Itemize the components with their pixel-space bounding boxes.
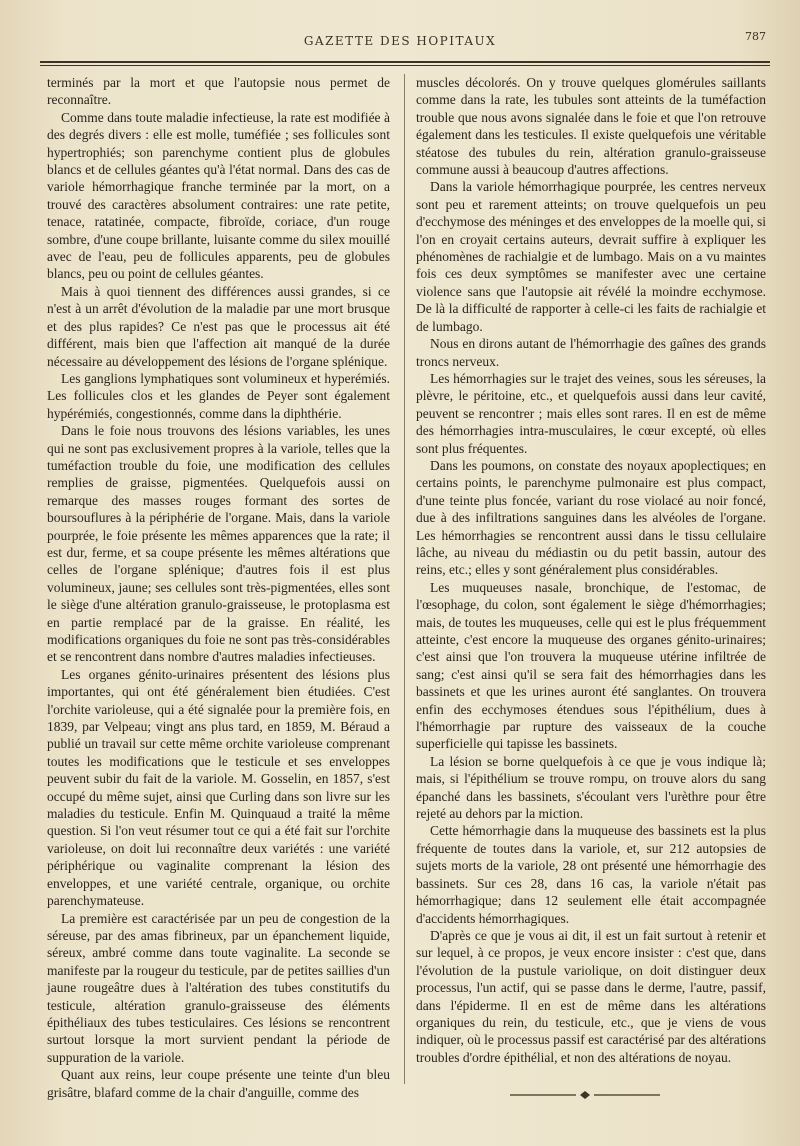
column-divider <box>404 74 405 1084</box>
paragraph: Cette hémorrhagie dans la muqueuse des bassinets est la plus fréquente de toutes dans la variole, et, sur 212 autopsies de sujets morts de la variole, 28 ont présenté une hémorrhagie des bassinets. Sur ces 28, dans 16 cas, la variole n'était pas hémorrhagique; dans 12 seulement elle était accompagnée d'accidents hémorrhagiques. <box>416 823 766 926</box>
paragraph: La lésion se borne quelquefois à ce que je vous indique là; mais, si l'épithélium se trouve rompu, on trouve alors du sang épanché dans les bassinets, s'écoulant vers l'urèthre pour être rejeté au dehors par la miction. <box>416 753 766 822</box>
header-rule-thin <box>40 65 770 66</box>
paragraph: Dans la variole hémorrhagique pourprée, les centres nerveux sont peu et rarement atteints; on trouve quelquefois un peu d'ecchymose des méninges et des enveloppes de la moelle qui, si l'on en croyait certains auteurs, devrait suffire à expliquer les phénomènes de rachialgie et de lumbago. Mais on a vu maintes fois ces deux symptômes se manifester avec une certaine violence sans que l'autopsie ait révélé la moindre ecchymose. De là la difficulté de rapporter à celle-ci les faits de rachialgie et de lumbago. <box>416 179 766 334</box>
section-end-ornament <box>510 1090 660 1100</box>
running-title: GAZETTE DES HOPITAUX <box>303 34 497 48</box>
right-column <box>416 74 766 1066</box>
paragraph: terminés par la mort et que l'autopsie nous permet de reconnaître. <box>47 75 390 108</box>
header-rule <box>40 61 770 63</box>
paragraph: Les organes génito-urinaires présentent des lésions plus importantes, qui ont été généralement bien étudiées. C'est l'orchite varioleuse, qui a été signalée pour la première fois, en 1839, par Velpeau; vingt ans plus tard, en 1859, M. Béraud a publié un travail sur cette même orchite varioleuse comprenant toutes les modifications que le testicule et ses enveloppes peuvent subir du fait de la variole. M. Gosselin, en 1857, s'est occupé du même sujet, ainsi que Curling dans son livre sur les maladies du testicule. Enfin M. Quinquaud a traité la même question. Si l'on veut résumer tout ce qui a été fait sur l'orchite varioleuse, on doit lui reconnaître deux variétés : une variété périphérique ou vaginalite comprenant la lésion des enveloppes, et une variété centrale, organique, ou orchite parenchymateuse. <box>47 666 390 909</box>
paragraph: Les hémorrhagies sur le trajet des veines, sous les séreuses, la plèvre, le péritoine, etc., et quelquefois aussi dans leur cavité, peuvent se rencontrer ; mais elles sont rares. Il en est de même des hémorrhagies intra-musculaires, le cœur excepté, où elles sont plus fréquentes. <box>416 370 766 456</box>
paragraph: Dans le foie nous trouvons des lésions variables, les unes qui ne sont pas exclusivement propres à la variole, telles que la tuméfaction trouble du foie, une modification des cellules remplies de graisse, pigmentées. Quelquefois aussi on remarque des masses rouges formant des sortes de boursouflures à la périphérie de l'organe. Mais, dans la variole pourprée, le foie présente les mêmes apparences que la rate; il est dur, ferme, et sa coupe présente les mêmes altérations que celles de l'organe splénique; d'autres fois il est plus volumineux, jaune; ses cellules sont très-pigmentées, elles sont le siège d'une altération granulo-graisseuse, le protoplasma est en partie remplacé par de la graisse. En réalité, les modifications organiques du foie ne sont pas très-considérables et se rencontrent dans nombre d'autres maladies infectieuses. <box>47 423 390 665</box>
left-column <box>47 74 390 1101</box>
page-number: 787 <box>745 30 766 43</box>
paragraph: Dans les poumons, on constate des noyaux apoplectiques; en certains points, le parenchyme pulmonaire est plus compact, d'une teinte plus foncée, variant du rose violacé au noir foncé, due à des infiltrations sanguines dans les alvéoles de l'organe. Les hémorrhagies se rencontrent aussi dans le tissu cellulaire lâche, au niveau du médiastin ou du petit bassin, autour des reins, etc.; elles y sont généralement plus considérables. <box>416 457 766 578</box>
page-header <box>34 30 766 56</box>
paragraph: Mais à quoi tiennent des différences aussi grandes, si ce n'est à un arrêt d'évolution de la maladie par une mort brusque et des plus rapides? Ce n'est pas que le processus ait été différent, mais bien que l'affection ait manqué de la durée nécessaire au développement des lésions de l'organe splénique. <box>47 283 390 369</box>
paragraph: Nous en dirons autant de l'hémorrhagie des gaînes des grands troncs nerveux. <box>416 336 766 369</box>
paragraph: La première est caractérisée par un peu de congestion de la séreuse, par des amas fibrineux, par un épanchement liquide, séreux, ambré comme dans toute vaginalite. La seconde se manifeste par la rougeur du testicule, par de petites saillies d'un jaune rougeâtre dues à l'altération des tubes constitutifs du testicule, altération granulo-graisseuse des éléments épithéliaux des tubes testiculaires. Ces lésions se rencontrent surtout lorsque la mort survient pendant la période de suppuration de la variole. <box>47 910 390 1065</box>
paragraph: muscles décolorés. On y trouve quelques glomérules saillants comme dans la rate, les tubules sont atteints de la tuméfaction trouble que nous avons signalée dans le foie et que l'on retrouve également dans les testicules. Il existe quelquefois une véritable stéatose des tubules du rein, altération granulo-graisseuse commune aussi à beaucoup d'autres affections. <box>416 75 766 178</box>
paragraph: Quant aux reins, leur coupe présente une teinte d'un bleu grisâtre, blafard comme de la chair d'anguille, comme des <box>47 1067 390 1100</box>
paragraph: D'après ce que je vous ai dit, il est un fait surtout à retenir et sur lequel, à ce propos, je veux encore insister : c'est que, dans l'évolution de la pustule variolique, on doit distinguer deux processus, l'un actif, qui se passe dans le derme, l'autre, passif, dans l'épiderme. Il en est de même dans les altérations organiques du rein, du testicule, etc., que je viens de vous indiquer, où le processus passif est caractérisé par des altérations troubles d'ordre épithélial, et non des altérations de noyau. <box>416 927 766 1065</box>
paragraph: Les ganglions lymphatiques sont volumineux et hyperémiés. Les follicules clos et les glandes de Peyer sont également hypérémiés, congestionnés, comme dans la diphthérie. <box>47 370 390 421</box>
paragraph: Les muqueuses nasale, bronchique, de l'estomac, de l'œsophage, du colon, sont également le siège d'hémorrhagies; mais, de toutes les muqueuses, celle qui est le plus fréquemment atteinte, c'est encore la muqueuse des organes génito-urinaires; c'est ainsi que l'on trouvera la muqueuse utérine infiltrée de sang; c'est ainsi qu'il se sera fait des hémorrhagies dans les bassinets et que les urines auront été sanglantes. On trouvera enfin des ecchymoses étendues sous l'épithélium, dues à l'hémorrhagie par rupture des vaisseaux de la couche superficielle qui tapisse les bassinets. <box>416 579 766 752</box>
paragraph: Comme dans toute maladie infectieuse, la rate est modifiée à des degrés divers : elle est molle, tuméfiée ; ses follicules sont hypertrophiés; son parenchyme contient plus de globules blancs et de cellules géantes qu'à l'état normal. Dans des cas de variole hémorrhagique franche terminée par la mort, on a trouvé des caractères absolument contraires: une rate petite, tenace, ratatinée, compacte, fibroïde, coriace, d'un rouge sombre, d'une coupe brillante, luisante comme du silex mouillé avec de l'eau, peu de follicules apparents, peu de globules blancs, peu ou point de cellules géantes. <box>47 109 390 282</box>
